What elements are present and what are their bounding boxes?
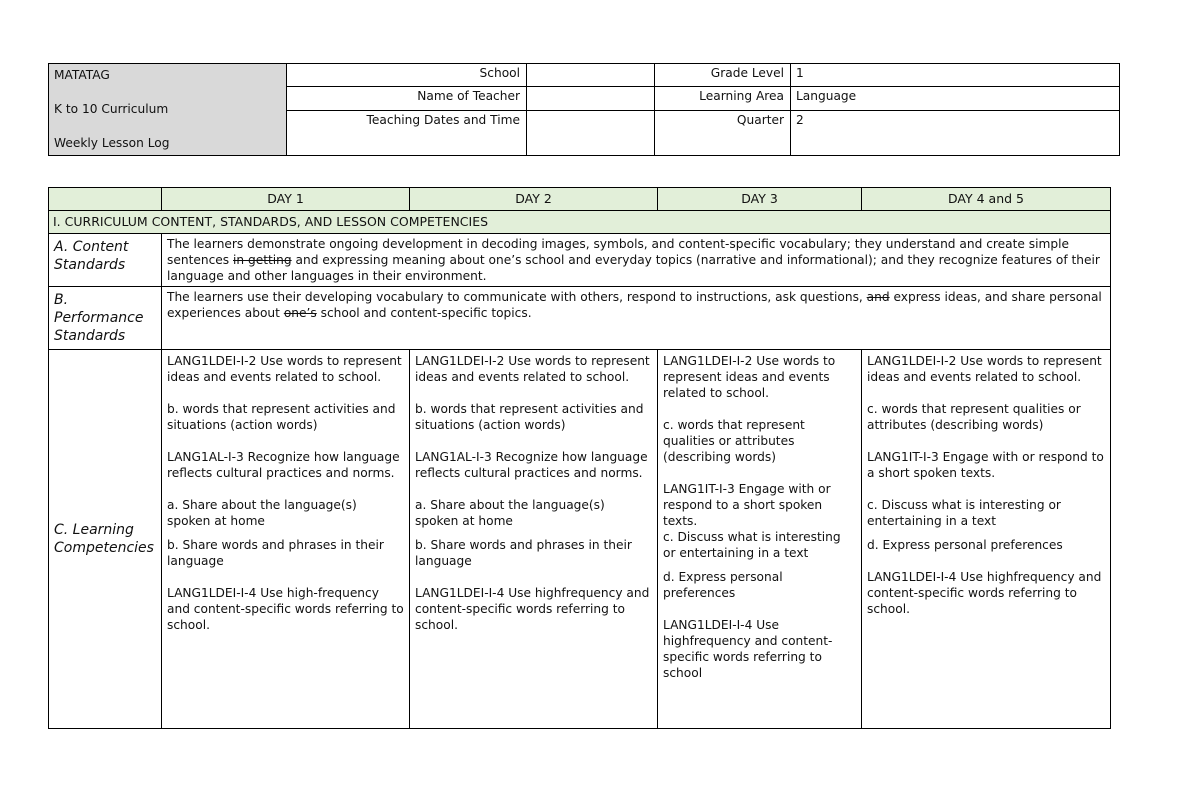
school-field[interactable] — [527, 64, 655, 87]
competency-item: LANG1LDEI-I-4 Use highfrequency and content-specific words referring to school. — [415, 586, 650, 632]
competency-item: LANG1LDEI-I-4 Use highfrequency and content-specific words referring to school. — [867, 570, 1102, 616]
section-title: I. CURRICULUM CONTENT, STANDARDS, AND LESSON COMPETENCIES — [49, 211, 1111, 234]
competency-item: LANG1LDEI-I-2 Use words to represent ideas and events related to school. — [167, 354, 402, 384]
competency-item: d. Express personal preferences — [663, 570, 783, 600]
content-standards-label: A. Content Standards — [49, 234, 162, 287]
competency-item: LANG1LDEI-I-4 Use highfrequency and content-specific words referring to school — [663, 618, 833, 680]
brand-title: MATATAG — [54, 68, 110, 82]
competency-item: c. Discuss what is interesting or entertaining in a text — [867, 498, 1061, 528]
competency-item: a. Share about the language(s) spoken at home — [415, 498, 605, 528]
competency-item: b. Share words and phrases in their language — [415, 538, 632, 568]
brand-subtitle: Weekly Lesson Log — [54, 136, 170, 150]
learning-area-value[interactable]: Language — [791, 87, 1120, 110]
teaching-dates-field[interactable] — [527, 110, 655, 156]
competency-item: b. Share words and phrases in their language — [167, 538, 384, 568]
day-4-5-header: DAY 4 and 5 — [862, 188, 1111, 211]
competency-item: c. words that represent qualities or attributes (describing words) — [867, 402, 1081, 432]
performance-standards-label: B. Performance Standards — [49, 287, 162, 350]
competency-item: b. words that represent activities and situations (action words) — [415, 402, 644, 432]
learning-competencies-row — [49, 350, 1111, 729]
day-3-header: DAY 3 — [658, 188, 862, 211]
quarter-value[interactable]: 2 — [791, 110, 1120, 156]
section-row — [49, 211, 1111, 234]
competency-item: LANG1LDEI-I-2 Use words to represent ideas and events related to school. — [867, 354, 1102, 384]
competency-item: LANG1AL-I-3 Recognize how language reflects cultural practices and norms. — [167, 450, 400, 480]
corner-cell — [49, 188, 162, 211]
day-4-5-competencies — [862, 350, 1111, 729]
day-1-header: DAY 1 — [162, 188, 410, 211]
day-1-competencies — [162, 350, 410, 729]
performance-standards-row — [49, 287, 1111, 350]
lesson-log-header-table — [48, 63, 1120, 156]
competency-item: LANG1LDEI-I-4 Use high-frequency and content-specific words referring to school. — [167, 586, 404, 632]
grade-level-value[interactable]: 1 — [791, 64, 1120, 87]
day-2-header: DAY 2 — [410, 188, 658, 211]
teacher-field[interactable] — [527, 87, 655, 110]
competency-item: c. Discuss what is interesting or entertaining in a text — [663, 530, 841, 560]
competency-item: d. Express personal preferences — [867, 538, 1063, 552]
brand-cell — [49, 64, 287, 156]
competency-item: c. words that represent qualities or attributes (describing words) — [663, 418, 805, 464]
learning-area-label: Learning Area — [655, 87, 791, 110]
day-3-competencies — [658, 350, 862, 729]
day-header-row — [49, 188, 1111, 211]
brand-curriculum: K to 10 Curriculum — [54, 102, 169, 116]
learning-competencies-label: C. Learning Competencies — [49, 350, 162, 729]
competency-item: b. words that represent activities and situations (action words) — [167, 402, 396, 432]
competency-item: a. Share about the language(s) spoken at home — [167, 498, 357, 528]
content-standards-text: The learners demonstrate ongoing development in decoding images, symbols, and content-specific vocabulary; they understand and create simple sentences in getting and expressing meaning about one’s school and everyday topics (narrative and informational); and they recognize features of their language and other languages in their environment. — [162, 234, 1111, 287]
competency-item: LANG1LDEI-I-2 Use words to represent ideas and events related to school. — [663, 354, 836, 400]
lesson-log-table — [48, 187, 1111, 729]
performance-standards-text: The learners use their developing vocabulary to communicate with others, respond to instructions, ask questions, and express ideas, and share personal experiences about one’s school and content-specific topics. — [162, 287, 1111, 350]
teacher-label: Name of Teacher — [287, 87, 527, 110]
school-label: School — [287, 64, 527, 87]
competency-item: LANG1AL-I-3 Recognize how language reflects cultural practices and norms. — [415, 450, 648, 480]
competency-item: LANG1IT-I-3 Engage with or respond to a short spoken texts. — [867, 450, 1104, 480]
teaching-dates-label: Teaching Dates and Time — [287, 110, 527, 156]
competency-item: LANG1IT-I-3 Engage with or respond to a short spoken texts. — [663, 482, 831, 528]
day-2-competencies — [410, 350, 658, 729]
grade-level-label: Grade Level — [655, 64, 791, 87]
quarter-label: Quarter — [655, 110, 791, 156]
content-standards-row — [49, 234, 1111, 287]
competency-item: LANG1LDEI-I-2 Use words to represent ideas and events related to school. — [415, 354, 650, 384]
